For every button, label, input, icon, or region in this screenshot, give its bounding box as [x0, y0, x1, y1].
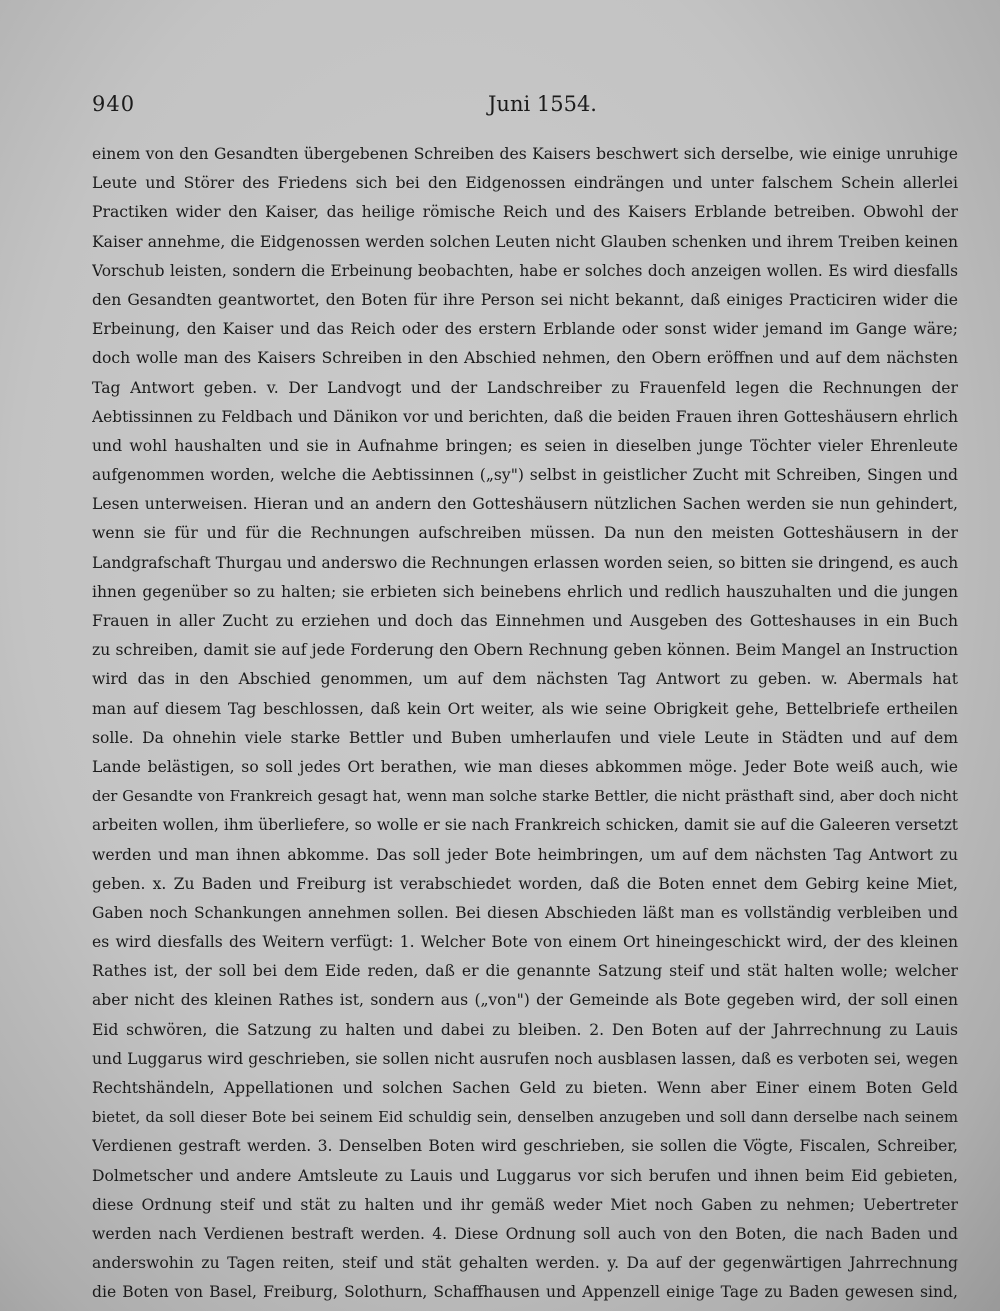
text-line: Kaiser annehme, die Eidgenossen werden solchen Leuten nicht Glauben schenken und ihrem Treiben keinen — [92, 232, 958, 251]
text-line: doch wolle man des Kaisers Schreiben in den Abschied nehmen, den Obern eröffnen und auf dem nächsten — [92, 349, 958, 368]
text-line: Landgrafschaft Thurgau und anderswo die Rechnungen erlassen worden seien, so bitten sie dringend, es auch — [92, 553, 958, 572]
text-line: es wird diesfalls des Weitern verfügt: 1. Welcher Bote von einem Ort hineingeschickt wird, der des kleinen — [92, 933, 958, 952]
text-line: Erbeinung, den Kaiser und das Reich oder des erstern Erblande oder sonst wider jemand im Gange wäre; — [92, 320, 958, 339]
text-line: Eid schwören, die Satzung zu halten und dabei zu bleiben. 2. Den Boten auf der Jahrrechnung zu Lauis — [92, 1020, 958, 1039]
text-line: Practiken wider den Kaiser, das heilige römische Reich und des Kaisers Erblande betreiben. Obwohl der — [92, 203, 958, 222]
text-line: Gaben noch Schankungen annehmen sollen. Bei diesen Abschieden läßt man es vollständig verbleiben und — [92, 903, 958, 922]
text-line: Lande belästigen, so soll jedes Ort berathen, wie man dieses abkommen möge. Jeder Bote weiß auch, wie — [92, 757, 958, 776]
text-line: man auf diesem Tag beschlossen, daß kein Ort weiter, als wie seine Obrigkeit gehe, Bettelbriefe ertheilen — [92, 699, 958, 718]
text-line: und Luggarus wird geschrieben, sie sollen nicht ausrufen noch ausblasen lassen, daß es verboten sei, wegen — [92, 1049, 958, 1068]
page-header — [92, 92, 597, 124]
text-line: solle. Da ohnehin viele starke Bettler und Buben umherlaufen und viele Leute in Städten und auf dem — [92, 728, 958, 747]
text-line: Lesen unterweisen. Hieran und an andern den Gotteshäusern nützlichen Sachen werden sie nun gehindert, — [92, 495, 958, 514]
text-line: aufgenommen worden, welche die Aebtissinnen („sy") selbst in geistlicher Zucht mit Schreiben, Singen und — [92, 466, 958, 485]
running-head: Juni 1554. — [488, 92, 597, 116]
text-line: Rathes ist, der soll bei dem Eide reden, daß er die genannte Satzung steif und stät halten wolle; welcher — [92, 962, 958, 981]
text-line: Dolmetscher und andere Amtsleute zu Lauis und Luggarus vor sich berufen und ihnen beim Eid gebieten, — [92, 1166, 958, 1185]
text-line: Leute und Störer des Friedens sich bei den Eidgenossen eindrängen und unter falschem Schein allerlei — [92, 174, 958, 193]
text-line: Frauen in aller Zucht zu erziehen und doch das Einnehmen und Ausgeben des Gotteshauses in ein Buch — [92, 612, 958, 630]
text-line: bietet, da soll dieser Bote bei seinem Eid schuldig sein, denselben anzugeben und soll dann derselbe nach seinem — [92, 1109, 958, 1127]
text-line: ihnen gegenüber so zu halten; sie erbieten sich beinebens ehrlich und redlich hauszuhalten und die jungen — [92, 582, 958, 601]
text-line: den Gesandten geantwortet, den Boten für ihre Person sei nicht bekannt, daß einiges Practiciren wider die — [92, 290, 958, 309]
text-line: diese Ordnung steif und stät zu halten und ihr gemäß weder Miet noch Gaben zu nehmen; Uebertreter — [92, 1195, 958, 1214]
text-line: Tag Antwort geben. v. Der Landvogt und der Landschreiber zu Frauenfeld legen die Rechnungen der — [92, 378, 958, 397]
text-line: wird das in den Abschied genommen, um auf dem nächsten Tag Antwort zu geben. w. Abermals hat — [92, 670, 958, 689]
text-line: Aebtissinnen zu Feldbach und Dänikon vor und berichten, daß die beiden Frauen ihren Gotteshäusern ehrlich — [92, 407, 958, 426]
page-number: 940 — [92, 92, 136, 116]
text-line: einem von den Gesandten übergebenen Schreiben des Kaisers beschwert sich derselbe, wie einige unruhige — [92, 145, 958, 163]
text-line: aber nicht des kleinen Rathes ist, sondern aus („von") der Gemeinde als Bote gegeben wird, der soll einen — [92, 991, 958, 1010]
body-text — [92, 140, 958, 1308]
text-line: Verdienen gestraft werden. 3. Denselben Boten wird geschrieben, sie sollen die Vögte, Fiscalen, Schreiber, — [92, 1137, 958, 1156]
text-line: und wohl haushalten und sie in Aufnahme bringen; es seien in dieselben junge Töchter vieler Ehrenleute — [92, 436, 958, 455]
text-line: anderswohin zu Tagen reiten, steif und stät gehalten werden. y. Da auf der gegenwärtigen Jahrrechnung — [92, 1254, 958, 1273]
text-line: der Gesandte von Frankreich gesagt hat, wenn man solche starke Bettler, die nicht prästhaft sind, aber doch nicht — [92, 788, 958, 806]
text-line: arbeiten wollen, ihm überliefere, so wolle er sie nach Frankreich schicken, damit sie auf die Galeeren versetzt — [92, 816, 958, 835]
text-line: geben. x. Zu Baden und Freiburg ist verabschiedet worden, daß die Boten ennet dem Gebirg keine Miet, — [92, 874, 958, 893]
text-line: Rechtshändeln, Appellationen und solchen Sachen Geld zu bieten. Wenn aber Einer einem Boten Geld — [92, 1079, 958, 1097]
text-line: Vorschub leisten, sondern die Erbeinung beobachten, habe er solches doch anzeigen wollen. Es wird diesfalls — [92, 261, 958, 280]
text-line: zu schreiben, damit sie auf jede Forderung den Obern Rechnung geben können. Beim Mangel an Instruction — [92, 641, 958, 660]
text-line: werden und man ihnen abkomme. Das soll jeder Bote heimbringen, um auf dem nächsten Tag Antwort zu — [92, 845, 958, 864]
text-line: die Boten von Basel, Freiburg, Solothurn, Schaffhausen und Appenzell einige Tage zu Baden gewesen sind, — [92, 1283, 958, 1302]
text-line: werden nach Verdienen bestraft werden. 4. Diese Ordnung soll auch von den Boten, die nach Baden und — [92, 1224, 958, 1243]
text-line: wenn sie für und für die Rechnungen aufschreiben müssen. Da nun den meisten Gotteshäusern in der — [92, 524, 958, 543]
